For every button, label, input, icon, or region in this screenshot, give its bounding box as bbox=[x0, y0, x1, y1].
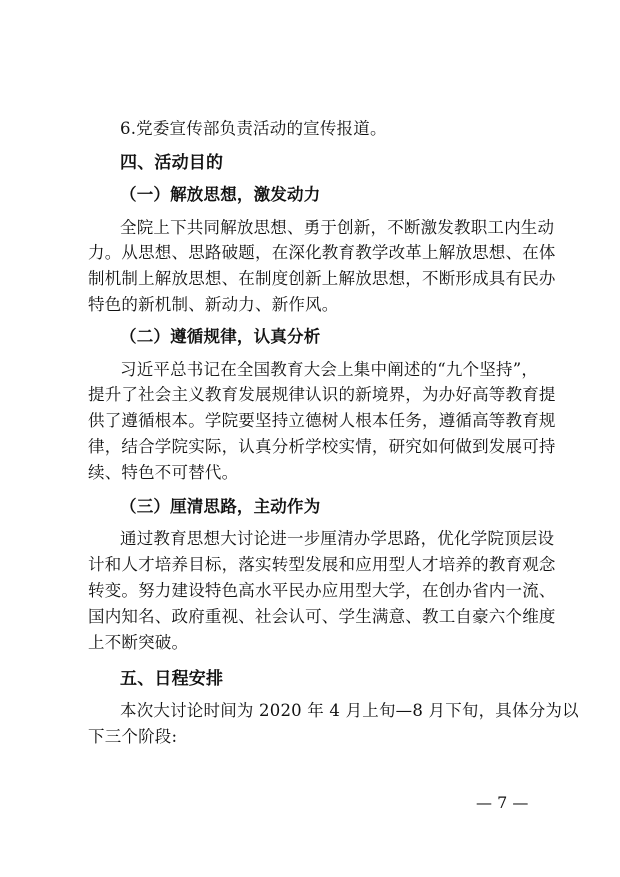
paragraph-line: 力。从思想、思路破题，在深化教育教学改革上解放思想、在体 bbox=[88, 243, 556, 262]
subsection-heading-3: （三）厘清思路，主动作为 bbox=[120, 497, 321, 516]
paragraph-line: 特色的新机制、新动力、新作风。 bbox=[88, 295, 339, 314]
paragraph-line: 律，结合学院实际，认真分析学校实情，研究如何做到发展可持 bbox=[88, 437, 556, 456]
page-number: — 7 — bbox=[476, 793, 529, 812]
paragraph-line: 续、特色不可替代。 bbox=[88, 463, 239, 482]
paragraph-line: 上不断突破。 bbox=[88, 633, 189, 652]
paragraph-line: 提升了社会主义教育发展规律认识的新境界，为办好高等教育提 bbox=[88, 385, 556, 404]
subsection-heading-1: （一）解放思想，激发动力 bbox=[120, 185, 321, 204]
paragraph-line: 习近平总书记在全国教育大会上集中阐述的“九个坚持”， bbox=[120, 360, 539, 379]
paragraph-line: 通过教育思想大讨论进一步厘清办学思路，优化学院顶层设 bbox=[120, 529, 555, 548]
paragraph-line: 全院上下共同解放思想、勇于创新，不断激发教职工内生动 bbox=[120, 218, 555, 237]
paragraph-line: 制机制上解放思想、在制度创新上解放思想，不断形成具有民办 bbox=[88, 269, 556, 288]
subsection-heading-2: （二）遵循规律，认真分析 bbox=[120, 327, 321, 346]
section-heading-4: 四、活动目的 bbox=[120, 153, 224, 173]
paragraph-line: 转变。努力建设特色高水平民办应用型大学，在创办省内一流、 bbox=[88, 581, 556, 600]
paragraph-line: 下三个阶段: bbox=[88, 727, 178, 746]
paragraph-line: 本次大讨论时间为 2020 年 4 月上旬—8 月下旬，具体分为以 bbox=[120, 701, 579, 720]
section-heading-5: 五、日程安排 bbox=[120, 669, 224, 689]
paragraph-line: 供了遵循根本。学院要坚持立德树人根本任务，遵循高等教育规 bbox=[88, 411, 556, 430]
list-item-6: 6.党委宣传部负责活动的宣传报道。 bbox=[120, 119, 387, 138]
paragraph-line: 国内知名、政府重视、社会认可、学生满意、教工自豪六个维度 bbox=[88, 607, 556, 626]
paragraph-line: 计和人才培养目标，落实转型发展和应用型人才培养的教育观念 bbox=[88, 555, 556, 574]
